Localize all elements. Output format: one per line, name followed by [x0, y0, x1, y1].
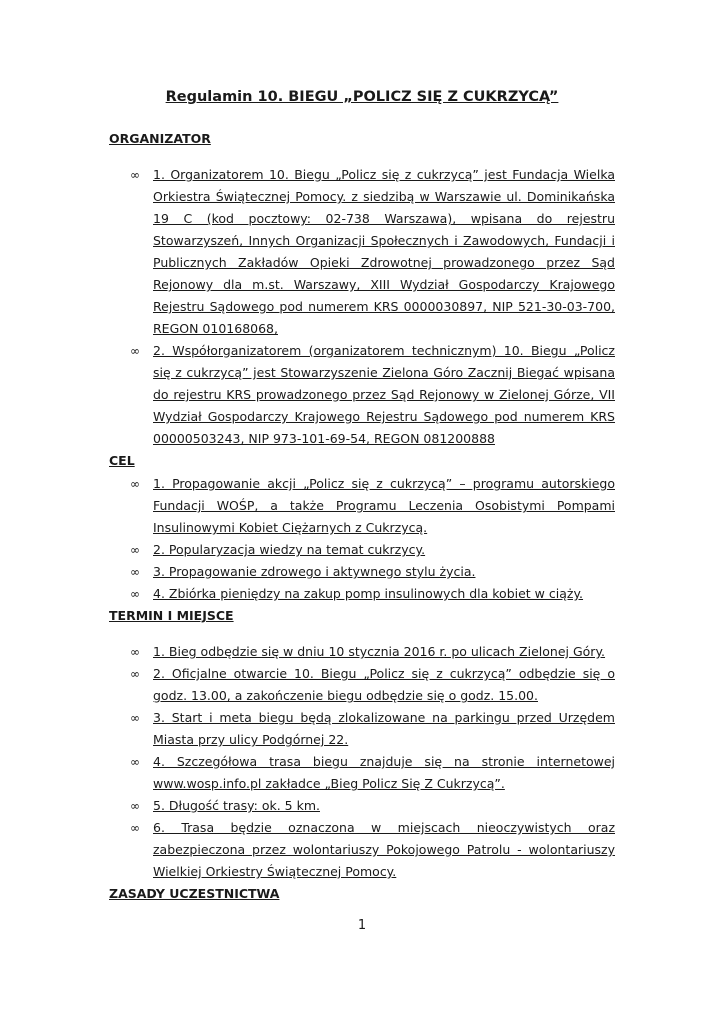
infinity-bullet-icon: ∞ [130, 821, 140, 835]
list-item-text: 3. Start i meta biegu będą zlokalizowane na parkingu przed Urzędem Miasta przy ulicy Podgórnej 22. [153, 710, 615, 747]
infinity-bullet-icon: ∞ [130, 755, 140, 769]
list-item [109, 583, 615, 605]
list-item [109, 663, 615, 707]
list-item-text: 4. Zbiórka pieniędzy na zakup pomp insulinowych dla kobiet w ciąży. [153, 586, 584, 601]
list-item [109, 817, 615, 883]
section-organizator [109, 128, 615, 450]
list-item-text: 3. Propagowanie zdrowego i aktywnego stylu życia. [153, 564, 476, 579]
infinity-bullet-icon: ∞ [130, 344, 140, 358]
list-item [109, 641, 615, 663]
list-item-text: 2. Popularyzacja wiedzy na temat cukrzycy. [153, 542, 426, 557]
infinity-bullet-icon: ∞ [130, 711, 140, 725]
list-item [109, 561, 615, 583]
list-item [109, 795, 615, 817]
infinity-bullet-icon: ∞ [130, 587, 140, 601]
list-item-text: 1. Organizatorem 10. Biegu „Policz się z cukrzycą” jest Fundacja Wielka Orkiestra Świątecznej Pomocy. z siedzibą w Warszawie ul. Dominikańska 19 C (kod pocztowy: 02-738 Warszawa), wpisana do rejestru Stowarzyszeń, Innych Organizacji Społecznych i Zawodowych, Fundacji i Publicznych Zakładów Opieki Zdrowotnej prowadzonego przez Sąd Rejonowy dla m.st. Warszawy, XIII Wydział Gospodarczy Krajowego Rejestru Sądowego pod numerem KRS 0000030897, NIP 521-30-03-700, REGON 010168068, [153, 167, 615, 336]
section-heading: ZASADY UCZESTNICTWA [109, 886, 280, 901]
section-heading: TERMIN I MIEJSCE [109, 608, 234, 623]
infinity-bullet-icon: ∞ [130, 799, 140, 813]
section-cel [109, 450, 615, 605]
section-list [109, 641, 615, 883]
list-item-text: 5. Długość trasy: ok. 5 km. [153, 798, 320, 813]
section-termin-i-miejsce [109, 605, 615, 883]
infinity-bullet-icon: ∞ [130, 565, 140, 579]
list-item [109, 751, 615, 795]
infinity-bullet-icon: ∞ [130, 477, 140, 491]
list-item-text: 2. Współorganizatorem (organizatorem technicznym) 10. Biegu „Policz się z cukrzycą” jest Stowarzyszenie Zielona Góro Zacznij Biegać wpisana do rejestru KRS prowadzonego przez Sąd Rejonowy w Zielonej Górze, VII Wydział Gospodarczy Krajowego Rejestru Sądowego pod numerem KRS 00000503243, NIP 973-101-69-54, REGON 081200888 [153, 343, 615, 446]
list-item-text: 2. Oficjalne otwarcie 10. Biegu „Policz się z cukrzycą” odbędzie się o godz. 13.00, a zakończenie biegu odbędzie się o godz. 15.00. [153, 666, 615, 703]
document-page [109, 86, 615, 905]
list-item [109, 707, 615, 751]
list-item [109, 164, 615, 340]
list-item-text: 1. Propagowanie akcji „Policz się z cukrzycą” – programu autorskiego Fundacji WOŚP, a także Programu Leczenia Osobistymi Pompami Insulinowymi Kobiet Ciężarnych z Cukrzycą. [153, 476, 615, 535]
list-item-text: 6. Trasa będzie oznaczona w miejscach nieoczywistych oraz zabezpieczona przez wolontariuszy Pokojowego Patrolu - wolontariuszy Wielkiej Orkiestry Świątecznej Pomocy. [153, 820, 615, 879]
list-item-text: 1. Bieg odbędzie się w dniu 10 stycznia 2016 r. po ulicach Zielonej Góry. [153, 644, 606, 659]
list-item [109, 340, 615, 450]
infinity-bullet-icon: ∞ [130, 667, 140, 681]
list-item [109, 473, 615, 539]
infinity-bullet-icon: ∞ [130, 543, 140, 557]
section-list [109, 164, 615, 450]
infinity-bullet-icon: ∞ [130, 168, 140, 182]
document-title: Regulamin 10. BIEGU „POLICZ SIĘ Z CUKRZYCĄ” [165, 89, 559, 105]
list-item-text: 4. Szczegółowa trasa biegu znajduje się na stronie internetowej www.wosp.info.pl zakładce „Bieg Policz Się Z Cukrzycą”. [153, 754, 615, 791]
section-heading: ORGANIZATOR [109, 131, 211, 146]
section-zasady-uczestnictwa [109, 883, 615, 905]
section-heading: CEL [109, 453, 135, 468]
list-item [109, 539, 615, 561]
section-list [109, 473, 615, 605]
page-number: 1 [357, 918, 367, 933]
infinity-bullet-icon: ∞ [130, 645, 140, 659]
